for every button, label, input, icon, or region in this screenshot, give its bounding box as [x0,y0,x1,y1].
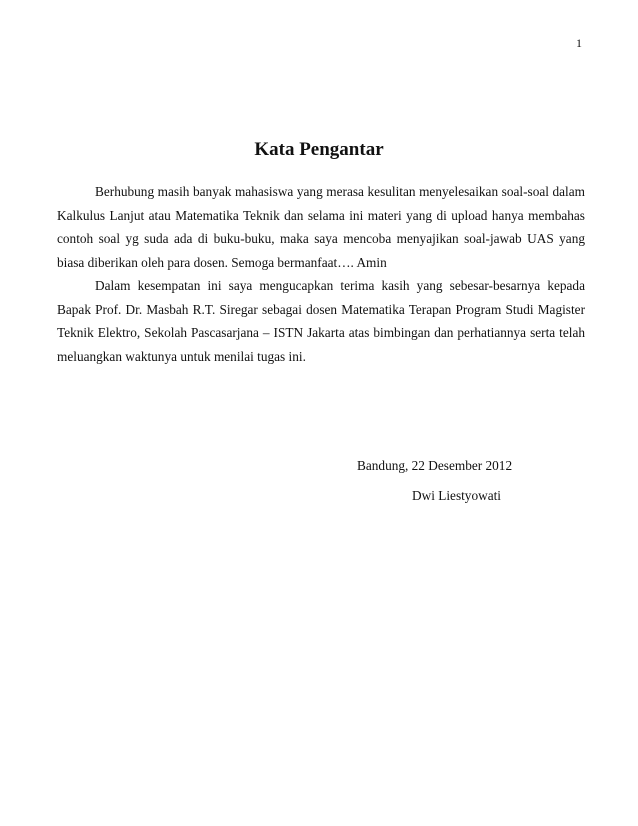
paragraph-acknowledgement: Dalam kesempatan ini saya mengucapkan terima kasih yang sebesar-besarnya kepada Bapak Prof. Dr. Masbah R.T. Siregar sebagai dosen Matematika Terapan Program Studi Magister Teknik Elektro, Sekolah Pascasarjana – ISTN Jakarta atas bimbingan dan perhatiannya serta telah meluangkan waktunya untuk menilai tugas ini. [57,278,585,364]
paragraph-intro: Berhubung masih banyak mahasiswa yang merasa kesulitan menyelesaikan soal-soal dalam Kalkulus Lanjut atau Matematika Teknik dan selama ini materi yang di upload hanya membahas contoh soal yg suda ada di buku-buku, maka saya mencoba menyajikan soal-jawab UAS yang biasa diberikan oleh para dosen. Semoga bermanfaat…. Amin [57,184,585,270]
signoff-place-date: Bandung, 22 Desember 2012 [357,458,513,473]
page-number: 1 [576,36,582,50]
page-title: Kata Pengantar [254,139,384,160]
signoff-name: Dwi Liestyowati [412,488,502,503]
document-body [57,180,585,368]
